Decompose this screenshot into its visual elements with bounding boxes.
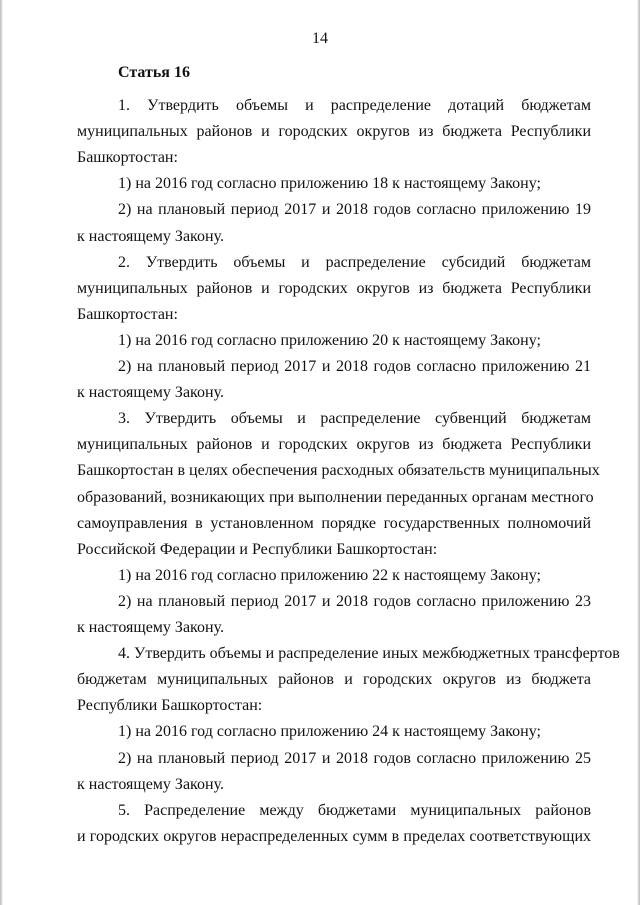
text-line: 1) на 2016 год согласно приложению 24 к настоящему Закону; — [118, 723, 541, 741]
text-line: 1) на 2016 год согласно приложению 20 к настоящему Закону; — [118, 331, 541, 349]
text-line: Башкортостан в целях обеспечения расходных обязательств муниципальных — [77, 462, 600, 480]
text-line: 2) на плановый период 2017 и 2018 годов согласно приложению 19 — [118, 201, 591, 219]
text-line: Башкортостан: — [77, 149, 178, 167]
text-line: к настоящему Закону. — [77, 384, 224, 402]
text-line: 2) на плановый период 2017 и 2018 годов согласно приложению 25 — [118, 749, 591, 767]
text-line: 1) на 2016 год согласно приложению 22 к настоящему Закону; — [118, 566, 541, 584]
text-line: к настоящему Закону. — [77, 775, 224, 793]
text-line: Башкортостан: — [77, 305, 178, 323]
text-line: бюджетам муниципальных районов и городских округов из бюджета — [77, 671, 591, 689]
article-heading: Статья 16 — [118, 64, 190, 81]
text-line: муниципальных районов и городских округов из бюджета Республики — [77, 436, 591, 454]
text-line: Российской Федерации и Республики Башкортостан: — [77, 540, 438, 558]
text-line: 1) на 2016 год согласно приложению 18 к настоящему Закону; — [118, 175, 541, 193]
text-line: образований, возникающих при выполнении переданных органам местного — [77, 488, 594, 506]
text-line: 2) на плановый период 2017 и 2018 годов согласно приложению 23 — [118, 592, 591, 610]
text-line: 2) на плановый период 2017 и 2018 годов согласно приложению 21 — [118, 358, 591, 375]
text-line: Республики Башкортостан: — [77, 697, 263, 715]
text-line: 5. Распределение между бюджетами муниципальных районов — [118, 801, 591, 819]
scan-edge-left — [0, 0, 3, 905]
text-line: и городских округов нераспределенных сумм в пределах соответствующих — [77, 827, 591, 845]
text-line: 1. Утвердить объемы и распределение дотаций бюджетам — [118, 97, 591, 114]
text-line: 4. Утвердить объемы и распределение иных межбюджетных трансфертов — [118, 645, 620, 663]
text-line: к настоящему Закону. — [77, 227, 224, 245]
text-line: самоуправления в установленном порядке государственных полномочий — [77, 514, 591, 532]
text-line: к настоящему Закону. — [77, 619, 224, 636]
text-line: муниципальных районов и городских округов из бюджета Республики — [77, 279, 591, 297]
text-line: 2. Утвердить объемы и распределение субсидий бюджетам — [118, 253, 591, 271]
text-line: муниципальных районов и городских округов из бюджета Республики — [77, 123, 591, 141]
page-number: 14 — [312, 30, 328, 47]
text-line: 3. Утвердить объемы и распределение субвенций бюджетам — [118, 410, 591, 428]
